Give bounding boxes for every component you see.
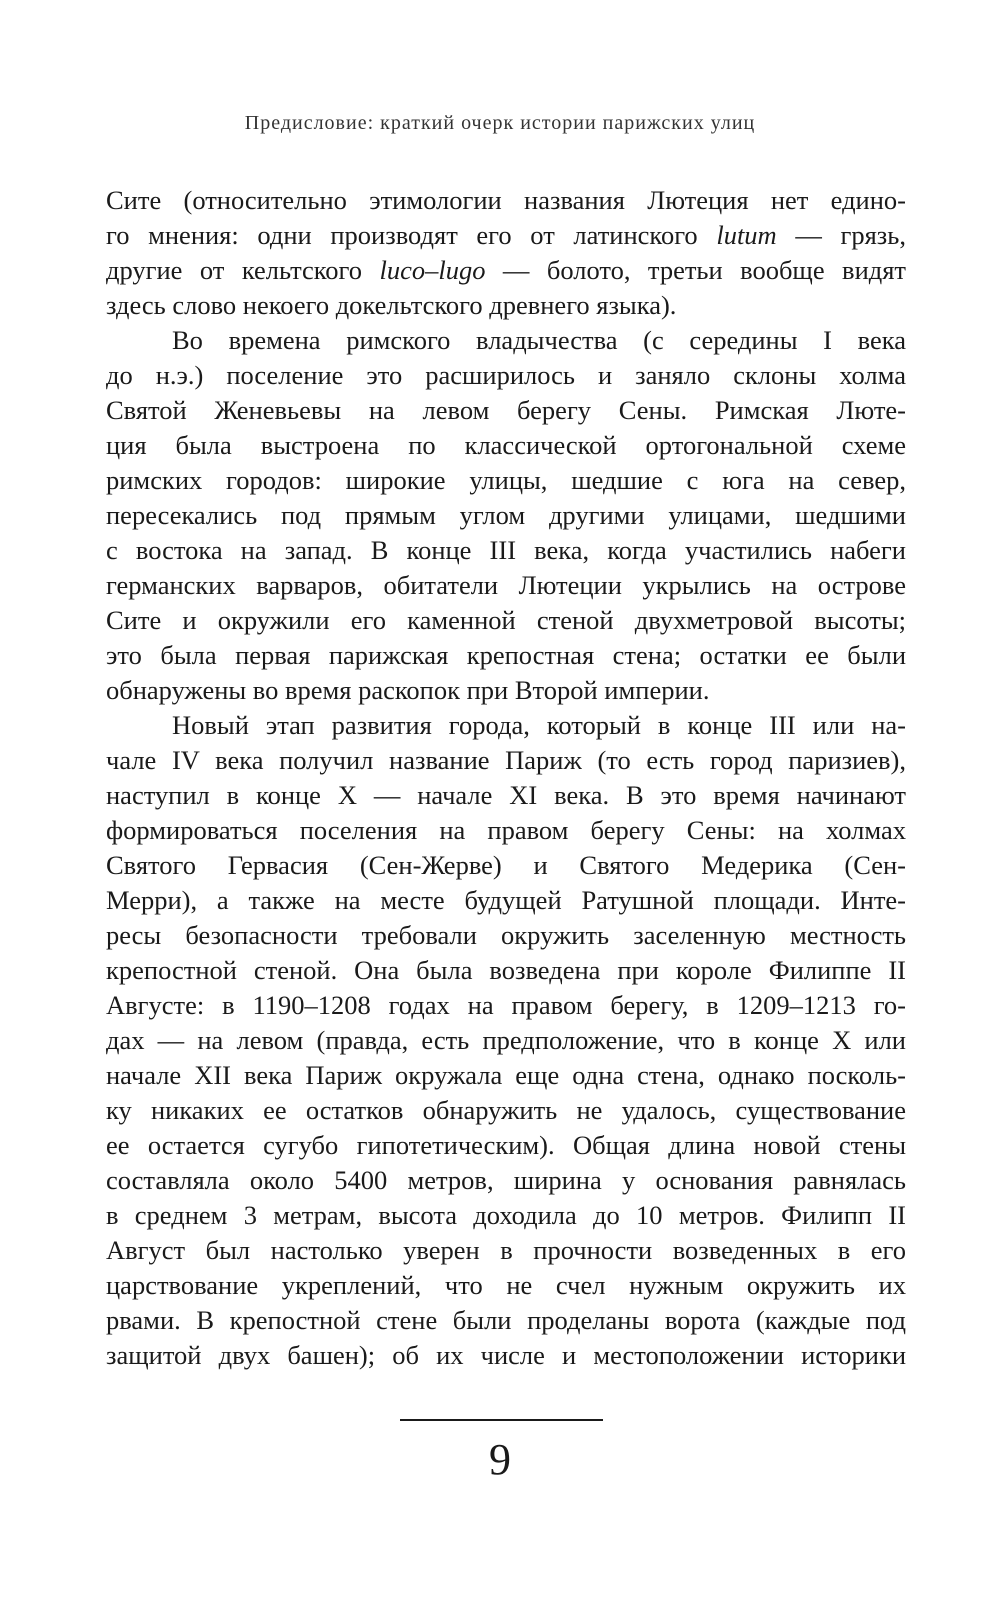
text-line: другие от кельтского luco–lugo — болото, третьи вообще видят: [106, 255, 906, 285]
text-line: составляла около 5400 метров, ширина у основания равнялась: [106, 1165, 906, 1195]
text-line: Святой Женевьевы на левом берегу Сены. Римская Люте-: [106, 395, 906, 425]
text-line: ку никаких ее остатков обнаружить не удалось, существование: [106, 1095, 906, 1125]
text-line: Святого Гервасия (Сен-Жерве) и Святого Медерика (Сен-: [106, 850, 906, 880]
running-header: Предисловие: краткий очерк истории парижских улиц: [244, 112, 756, 134]
page-number: 9: [489, 1435, 511, 1484]
text-line: римских городов: широкие улицы, шедшие с юга на север,: [106, 465, 906, 495]
text-line: царствование укреплений, что не счел нужным окружить их: [106, 1270, 906, 1300]
text-line: крепостной стеной. Она была возведена при короле Филиппе II: [106, 955, 906, 985]
text-line: начале XII века Париж окружала еще одна стена, однако посколь-: [106, 1060, 906, 1090]
text-line: защитой двух башен); об их числе и местоположении историки: [106, 1340, 906, 1370]
paragraph-1: [106, 183, 906, 323]
latin-term: lutum: [716, 220, 777, 250]
text-line: до н.э.) поселение это расширилось и заняло склоны холма: [106, 360, 906, 390]
footer-rule: [400, 1419, 603, 1421]
text-line: Во времена римского владычества (с середины I века: [172, 325, 906, 355]
paragraph-2: [106, 323, 906, 708]
text-line: го мнения: одни производят его от латинского lutum — грязь,: [106, 220, 906, 250]
text-line: здесь слово некоего докельтского древнего языка).: [106, 290, 677, 320]
text-line: Сите и окружили его каменной стеной двухметровой высоты;: [106, 605, 906, 635]
text-line: Август был настолько уверен в прочности возведенных в его: [106, 1235, 906, 1265]
text-line: чале IV века получил название Париж (то есть город паризиев),: [106, 745, 906, 775]
text-line: ресы безопасности требовали окружить заселенную местность: [106, 920, 906, 950]
text-line: пересекались под прямым углом другими улицами, шедшими: [106, 500, 906, 530]
text-line: ее остается сугубо гипотетическим). Общая длина новой стены: [106, 1130, 906, 1160]
body-text: [106, 183, 906, 1373]
text-line: Мерри), а также на месте будущей Ратушной площади. Инте-: [106, 885, 906, 915]
text-line: германских варваров, обитатели Лютеции укрылись на острове: [106, 570, 906, 600]
text-line: обнаружены во время раскопок при Второй империи.: [106, 675, 710, 705]
text-line: формироваться поселения на правом берегу Сены: на холмах: [106, 815, 906, 845]
text-line: это была первая парижская крепостная стена; остатки ее были: [106, 640, 906, 670]
text-line: в среднем 3 метрам, высота доходила до 10 метров. Филипп II: [106, 1200, 906, 1230]
latin-term: luco–lugo: [379, 255, 486, 285]
text-line: дах — на левом (правда, есть предположение, что в конце X или: [106, 1025, 906, 1055]
text-line: ция была выстроена по классической ортогональной схеме: [106, 430, 906, 460]
text-line: Августе: в 1190–1208 годах на правом берегу, в 1209–1213 го-: [106, 990, 906, 1020]
text-line: Сите (относительно этимологии названия Лютеция нет едино-: [106, 185, 906, 215]
text-line: Новый этап развития города, который в конце III или на-: [172, 710, 906, 740]
text-line: наступил в конце X — начале XI века. В это время начинают: [106, 780, 906, 810]
paragraph-3: [106, 708, 906, 1373]
text-line: с востока на запад. В конце III века, когда участились набеги: [106, 535, 906, 565]
text-line: рвами. В крепостной стене были проделаны ворота (каждые под: [106, 1305, 906, 1335]
